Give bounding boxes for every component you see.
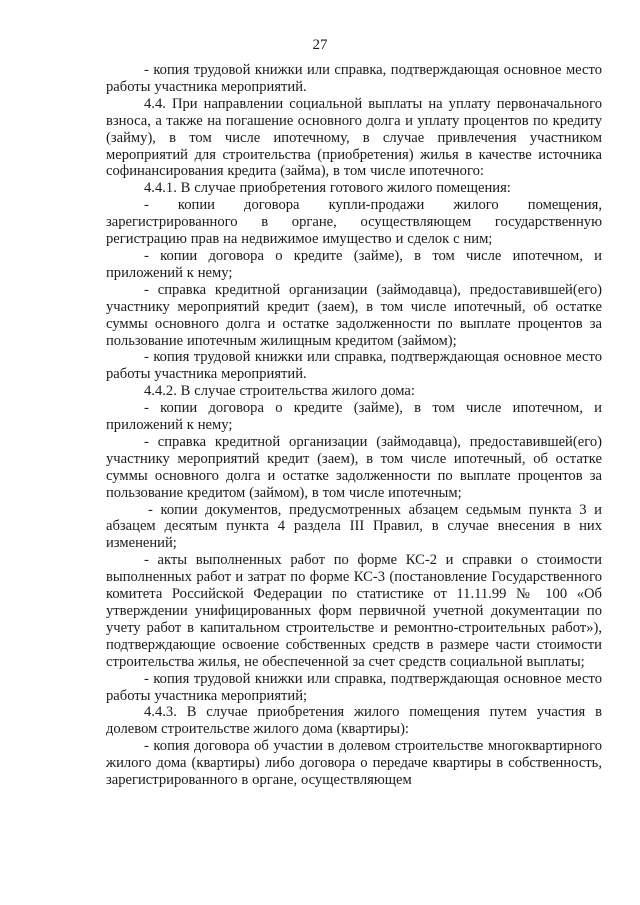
paragraph: 4.4.1. В случае приобретения готового жилого помещения: [144,180,511,197]
paragraph: - справка кредитной организации (займодавца), предоставившей(его) участнику мероприятий кредит (заем), в том числе ипотечный, об остатке суммы основного долга и остатке задолженности по выплате процентов за пользование кредитом (займом), в том числе ипотечным; [106,433,602,501]
paragraph: - копия трудовой книжки или справка, подтверждающая основное место работы участника мероприятий. [106,62,602,95]
paragraph: - копия договора об участии в долевом строительстве многоквартирного жилого дома (квартиры) либо договора о передаче квартиры в собственность, зарегистрированного в органе, осуществляющем [106,738,602,789]
paragraph: - копия трудовой книжки или справка, подтверждающая основное место работы участника мероприятий; [106,670,602,704]
paragraph: 4.4.3. В случае приобретения жилого помещения путем участия в долевом строительстве жилого дома (квартиры): [106,704,602,738]
paragraph: - копии документов, предусмотренных абзацем седьмым пункта 3 и абзацем десятым пункта 4 раздела III Правил, в случае внесения в них изменений; [106,501,602,552]
document-body [106,62,602,789]
paragraph: 4.4. При направлении социальной выплаты на уплату первоначального взноса, а также на погашение основного долга и уплату процентов по кредиту (займу), в том числе ипотечному, в случае привлечения участником мероприятий для строительства (приобретения) жилья в качестве источника софинансирования кредита (займа), в том числе ипотечного: [106,95,602,180]
paragraph: - копии договора о кредите (займе), в том числе ипотечном, и приложений к нему; [106,247,602,281]
paragraph: 4.4.2. В случае строительства жилого дома: [144,383,415,400]
paragraph: - копия трудовой книжки или справка, подтверждающая основное место работы участника мероприятий. [106,349,602,383]
paragraph: - справка кредитной организации (займодавца), предоставившей(его) участнику мероприятий кредит (заем), в том числе ипотечный, об остатке суммы основного долга и остатке задолженности по выплате процентов за пользование ипотечным жилищным кредитом (займом); [106,281,602,349]
page-number: 27 [312,37,328,53]
paragraph: - копии договора купли-продажи жилого помещения, зарегистрированного в органе, осуществляющем государственную регистрацию прав на недвижимое имущество и сделок с ним; [106,197,602,248]
paragraph: - акты выполненных работ по форме КС-2 и справки о стоимости выполненных работ и затрат по форме КС-3 (постановление Государственного комитета Российской Федерации по статистике от 11.11.99 № 100 «Об утверждении унифицированных форм первичной учетной документации по учету работ в капитальном строительстве и ремонтно-строительных работ»), подтверждающие освоение собственных средств в размере части стоимости строительства жилья, не обеспеченной за счет средств социальной выплаты; [106,552,602,670]
paragraph: - копии договора о кредите (займе), в том числе ипотечном, и приложений к нему; [106,400,602,434]
